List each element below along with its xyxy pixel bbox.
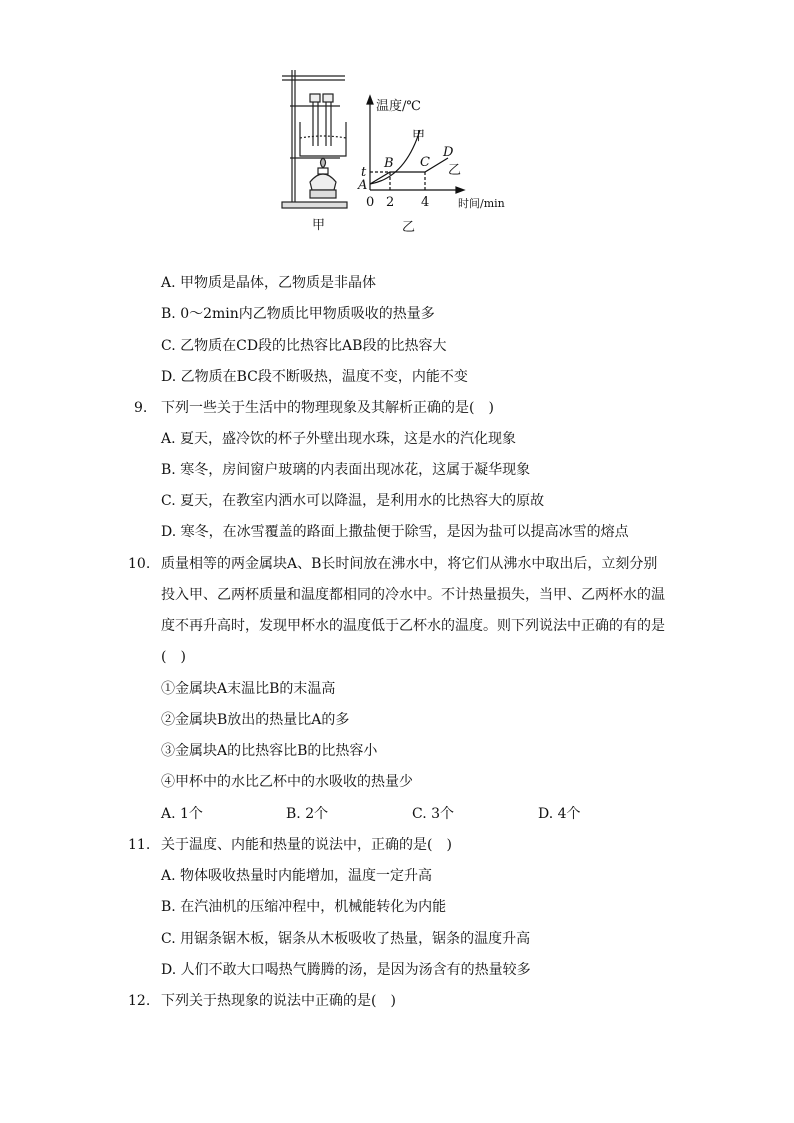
q8-option-b: B. 0～2min内乙物质比甲物质吸收的热量多 (161, 306, 435, 322)
q11-number: 11. (128, 837, 151, 853)
figure-svg (270, 60, 530, 235)
q8-option-a: A. 甲物质是晶体，乙物质是非晶体 (161, 275, 377, 291)
q9-option-b: B. 寒冬，房间窗户玻璃的内表面出现冰花，这属于凝华现象 (161, 462, 531, 478)
q10-statement-1: ①金属块A末温比B的末温高 (161, 681, 336, 697)
q12-number: 12. (128, 993, 151, 1009)
point-b-label: B (384, 156, 394, 171)
q10-choice-d: D. 4个 (538, 806, 581, 822)
curve-jia-label: 甲 (412, 129, 426, 144)
q10-stem-line-1: 质量相等的两金属块A、B长时间放在沸水中，将它们从沸水中取出后，立刻分别 (161, 556, 658, 572)
point-a-label: A (358, 178, 368, 193)
q10-statement-4: ④甲杯中的水比乙杯中的水吸收的热量少 (161, 774, 413, 790)
q10-stem-line-2: 投入甲、乙两杯质量和温度都相同的冷水中。不计热量损失，当甲、乙两杯水的温 (161, 587, 665, 603)
q11-stem: 关于温度、内能和热量的说法中，正确的是( ) (161, 837, 452, 853)
q9-option-a: A. 夏天，盛冷饮的杯子外壁出现水珠，这是水的汽化现象 (161, 431, 517, 447)
tick-2: 2 (386, 195, 395, 210)
q10-statement-2: ②金属块B放出的热量比A的多 (161, 712, 350, 728)
graph-ylabel: 温度/℃ (376, 99, 421, 114)
q10-stem-line-3: 度不再升高时，发现甲杯水的温度低于乙杯水的温度。则下列说法中正确的有的是 (161, 618, 665, 634)
point-d-label: D (443, 145, 454, 160)
t-label: t (361, 165, 367, 180)
q10-stem-line-4: ( ) (161, 649, 186, 665)
curve-yi-label: 乙 (448, 163, 462, 178)
q10-number: 10. (128, 556, 151, 572)
tick-4: 4 (421, 195, 430, 210)
q9-option-d: D. 寒冬，在冰雪覆盖的路面上撒盐便于除雪，是因为盐可以提高冰雪的熔点 (161, 524, 629, 540)
apparatus-drawing (282, 70, 347, 208)
q11-option-b: B. 在汽油机的压缩冲程中，机械能转化为内能 (161, 899, 447, 915)
q8-option-d: D. 乙物质在BC段不断吸热，温度不变，内能不变 (161, 369, 468, 385)
caption-right: 乙 (402, 220, 416, 235)
caption-left: 甲 (312, 218, 326, 233)
graph-xlabel: 时间/min (458, 197, 505, 210)
experiment-figure (270, 60, 530, 235)
q8-option-c: C. 乙物质在CD段的比热容比AB段的比热容大 (161, 338, 447, 354)
q9-number: 9. (134, 400, 148, 416)
q11-option-a: A. 物体吸收热量时内能增加，温度一定升高 (161, 868, 433, 884)
q11-option-d: D. 人们不敢大口喝热气腾腾的汤，是因为汤含有的热量较多 (161, 962, 531, 978)
q12-stem: 下列关于热现象的说法中正确的是( ) (161, 993, 396, 1009)
tick-0: 0 (366, 195, 375, 210)
q9-stem: 下列一些关于生活中的物理现象及其解析正确的是( ) (161, 400, 494, 416)
q10-choice-c: C. 3个 (412, 806, 455, 822)
q10-choice-b: B. 2个 (286, 806, 329, 822)
point-c-label: C (420, 155, 430, 170)
q9-option-c: C. 夏天，在教室内洒水可以降温，是利用水的比热容大的原故 (161, 493, 545, 509)
q10-choice-a: A. 1个 (161, 806, 203, 822)
q11-option-c: C. 用锯条锯木板，锯条从木板吸收了热量，锯条的温度升高 (161, 931, 531, 947)
q10-statement-3: ③金属块A的比热容比B的比热容小 (161, 743, 378, 759)
